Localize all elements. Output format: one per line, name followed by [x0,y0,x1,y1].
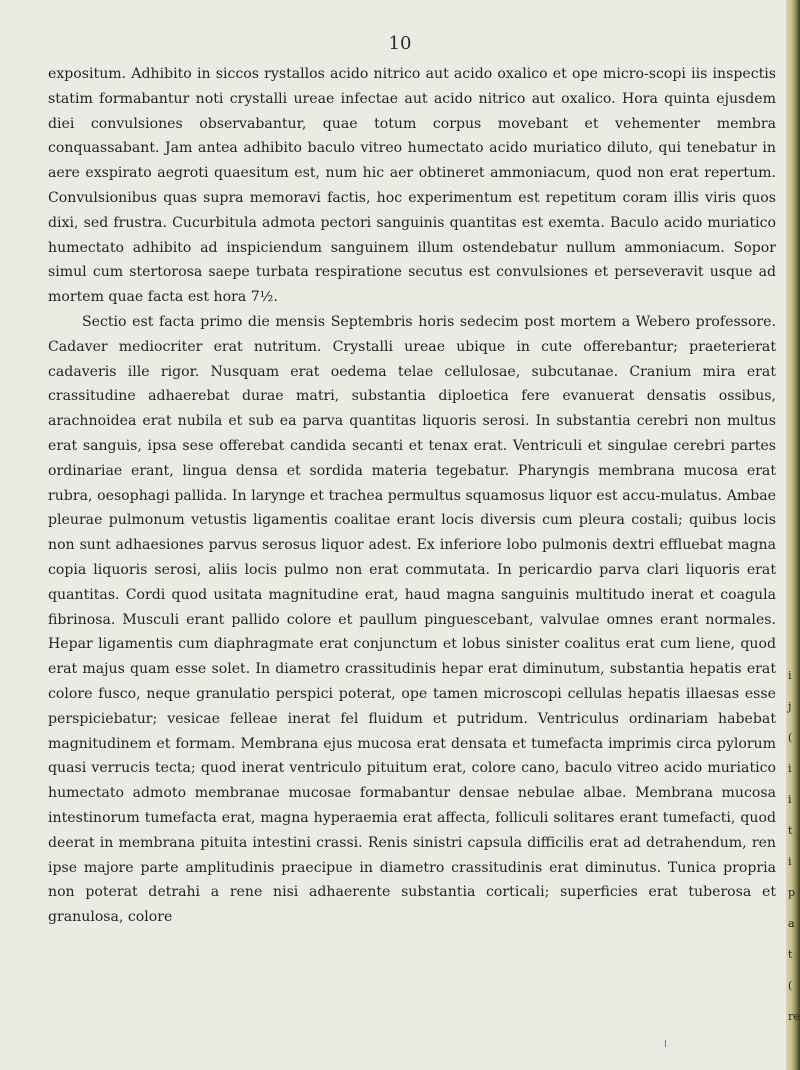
edge-glyph: j [788,700,792,713]
edge-glyph: i [788,793,792,806]
body-text [48,62,776,930]
edge-glyph: i [788,855,792,868]
page-number: 10 [388,33,412,54]
ink-mark [665,1040,666,1047]
edge-glyph: ( [788,731,793,744]
paragraph-1: expositum. Adhibito in siccos rystallos acido nitrico aut acido oxalico et ope micro-scopi iis inspectis statim formabantur noti crystalli ureae infectae aut acido nitrico aut oxalico. Hora quinta ejusdem diei convulsiones observabantur, quae totum corpus movebant et vehementer membra conquassabant. Jam antea adhibito baculo vitreo humectato acido muriatico diluto, qui tenebatur in aere exspirato aegroti quaesitum est, num hic aer obtineret ammoniacum, quod non erat repertum. Convulsionibus quas supra memoravi factis, hoc experimentum est repetitum coram illis viris quos dixi, sed frustra. Cucurbitula admota pectori sanguinis quantitas est exemta. Baculo acido muriatico humectato adhibito ad inspiciendum sanguinem illum ostendebatur nullum ammoniacum. Sopor simul cum stertorosa saepe turbata respiratione secutus est convulsiones et perseveravit usque ad mortem quae facta est hora 7½. [48,66,776,306]
paragraph-2: Sectio est facta primo die mensis Septembris horis sedecim post mortem a Webero professore. Cadaver mediocriter erat nutritum. Crystalli ureae ubique in cute offerebantur; praeterierat cadaveris ille rigor. Nusquam erat oedema telae cellulosae, subcutanae. Cranium mira erat crassitudine adhaerebat durae matri, substantia diploetica fere evanuerat densatis ossibus, arachnoidea erat nubila et sub ea parva quantitas liquoris serosi. In substantia cerebri non multus erat sanguis, ipsa sese offerebat candida secanti et tenax erat. Ventriculi et singulae cerebri partes ordinariae erant, lingua densa et sordida materia tegebatur. Pharyngis membrana mucosa erat rubra, oesophagi pallida. In larynge et trachea permultus squamosus liquor est accu-mulatus. Ambae pleurae pulmonum vetustis ligamentis coalitae erant locis diversis cum pleura costali; quibus locis non sunt adhaesiones parvus serosus liquor adest. Ex inferiore lobo pulmonis dextri effluebat magna copia liquoris serosi, aliis locis pulmo non erat commutata. In pericardio parva clari liquoris erat quantitas. Cordi quod usitata magnitudine erat, haud magna sanguinis multitudo inerat et coagula fibrinosa. Musculi erant pallido colore et paullum pinguescebant, valvulae omnes erant normales. Hepar ligamentis cum diaphragmate erat conjunctum et lobus sinister coalitus erat cum liene, quod erat majus quam esse solet. In diametro crassitudinis hepar erat diminutum, substantia hepatis erat colore fusco, neque granulatio perspici poterat, ope tamen microscopi cellulas hepatis illaesas esse perspiciebatur; vesicae felleae inerat fel fluidum et putridum. Ventriculus ordinariam habebat magnitudinem et formam. Membrana ejus mucosa erat densata et tumefacta imprimis circa pylorum quasi verrucis tecta; quod inerat ventriculo pituitum erat, colore cano, baculo vitreo acido muriatico humectato admoto membranae mucosae formabantur densae nebulae albae. Membrana mucosa intestinorum tumefacta erat, magna hyperaemia erat affecta, folliculi solitares erant tumefacti, quod deerat in membrana pituita intestini crassi. Renis sinistri capsula difficilis erat ad detrahendum, ren ipse majore parte amplitudinis praecipue in diametro crassitudinis erat diminutus. Tunica propria non poterat detrahi a rene nisi adhaerente substantia corticali; superficies erat tuberosa et granulosa, colore [48,313,776,926]
edge-glyph: t [788,824,793,837]
edge-glyph: i [788,762,792,775]
edge-glyph: t [788,948,793,961]
edge-glyph: i [788,669,792,682]
edge-glyph: ( [788,979,793,992]
edge-glyph: re [788,1010,800,1023]
facing-page-glyphs [788,660,800,1023]
edge-glyph: a [788,917,795,930]
edge-glyph: p [788,886,796,899]
